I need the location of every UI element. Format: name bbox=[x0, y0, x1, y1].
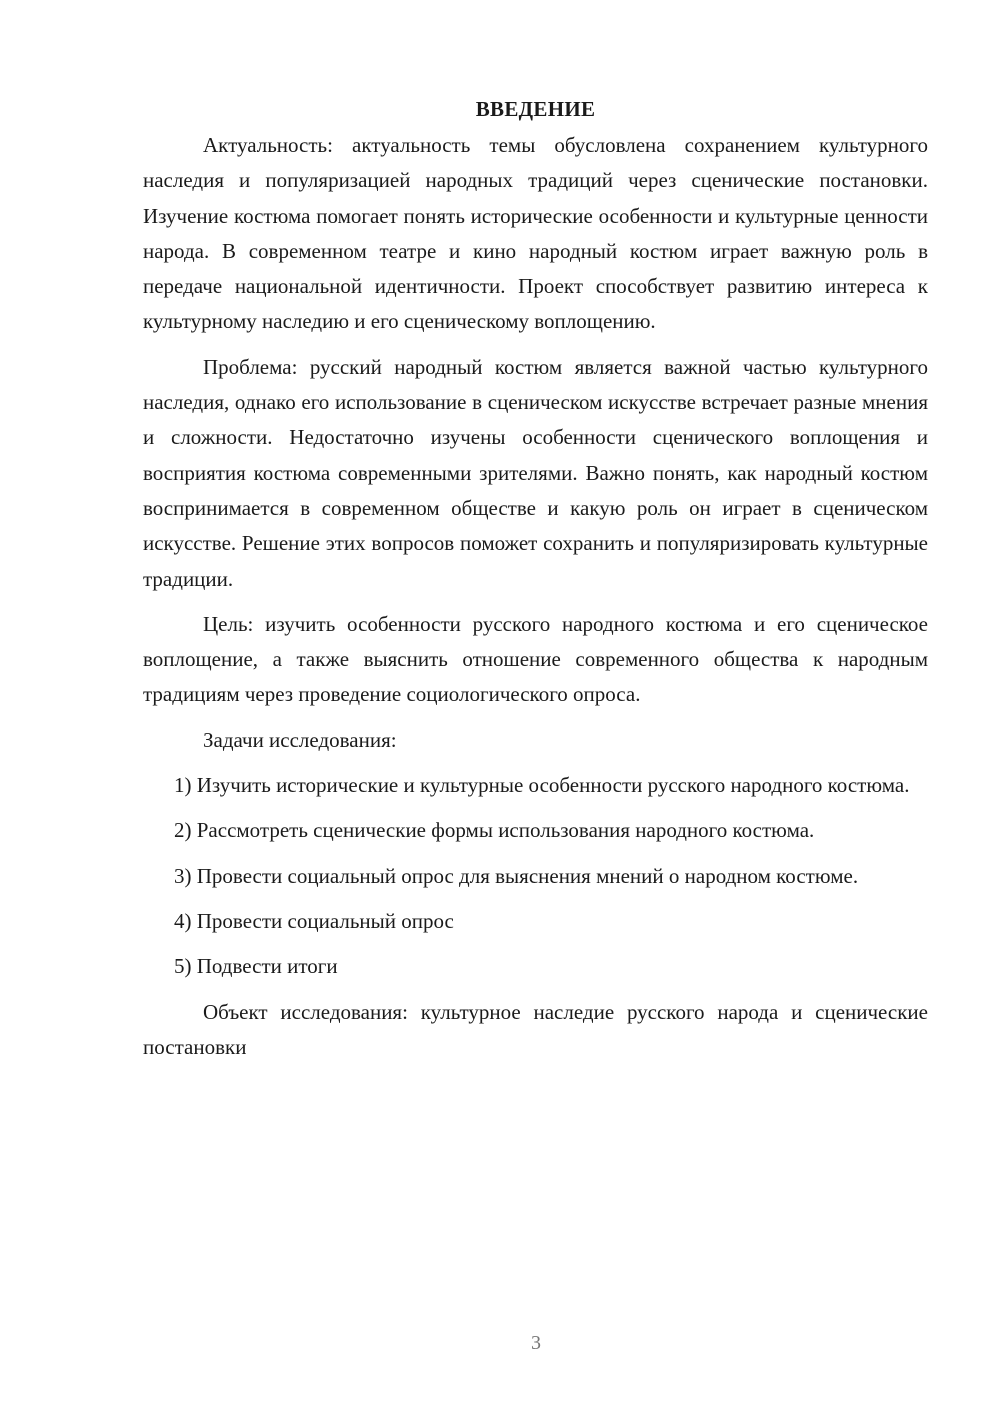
task-item: 4) Провести социальный опрос bbox=[174, 908, 454, 933]
tasks-heading: Задачи исследования: bbox=[203, 727, 397, 752]
task-item: 2) Рассмотреть сценические формы использования народного костюма. bbox=[174, 818, 815, 843]
task-item: 5) Подвести итоги bbox=[174, 954, 338, 979]
page-number: 3 bbox=[531, 1332, 541, 1354]
page-title: ВВЕДЕНИЕ bbox=[475, 97, 596, 121]
relevance-paragraph: Актуальность: актуальность темы обусловлена сохранением культурного наследия и популяризацией народных традиций через сценические постановки. Изучение костюма помогает понять исторические особенности и культурные ценности народа. В современном театре и кино народный костюм играет важную роль в передаче национальной идентичности. Проект способствует развитию интереса к культурному наследию и его сценическому воплощению. bbox=[143, 133, 928, 334]
task-item: 1) Изучить исторические и культурные особенности русского народного костюма. bbox=[174, 773, 910, 798]
problem-paragraph: Проблема: русский народный костюм является важной частью культурного наследия, однако его использование в сценическом искусстве встречает разные мнения и сложности. Недостаточно изучены особенности сценического воплощения и восприятия костюма современными зрителями. Важно понять, как народный костюм воспринимается в современном обществе и какую роль он играет в сценическом искусстве. Решение этих вопросов поможет сохранить и популяризировать культурные традиции. bbox=[143, 354, 928, 591]
object-paragraph: Объект исследования: культурное наследие русского народа и сценические постановки bbox=[143, 999, 928, 1059]
task-item: 3) Провести социальный опрос для выяснения мнений о народном костюме. bbox=[174, 863, 859, 888]
goal-paragraph: Цель: изучить особенности русского народного костюма и его сценическое воплощение, а также выяснить отношение современного общества к народным традициям через проведение социологического опроса. bbox=[143, 611, 928, 707]
document-page bbox=[143, 92, 928, 1075]
